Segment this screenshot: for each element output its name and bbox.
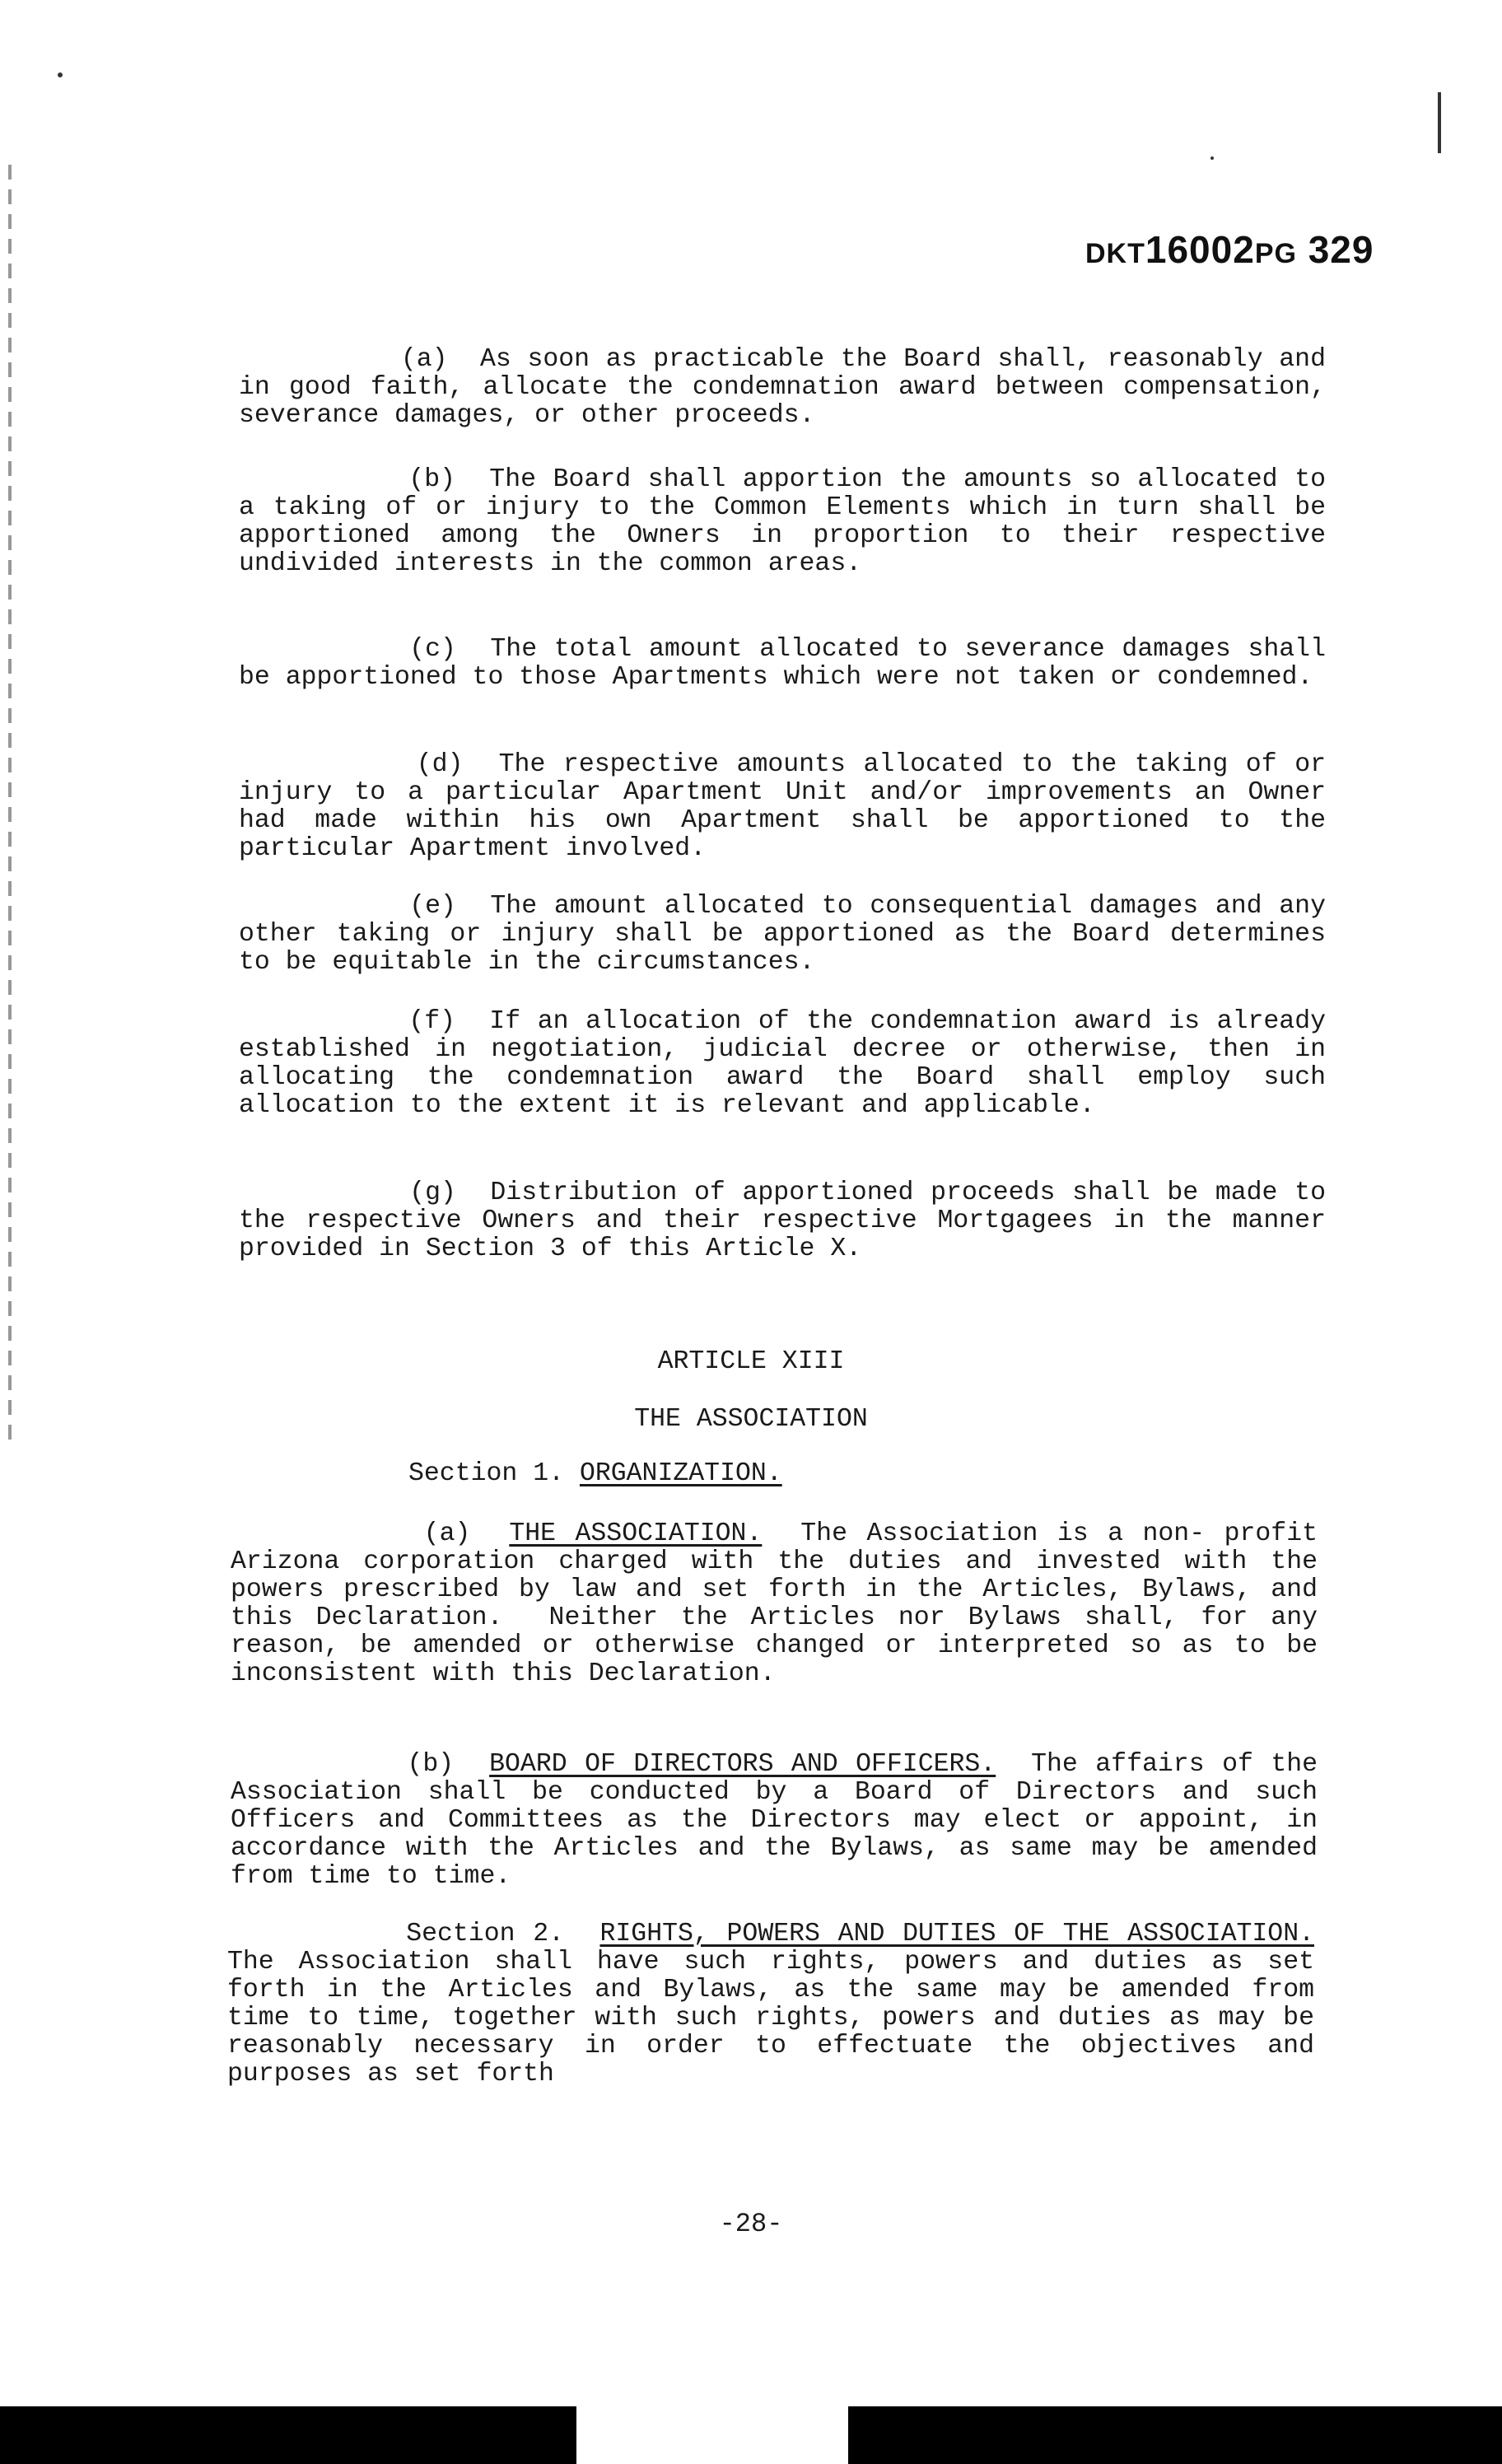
article-title: THE ASSOCIATION <box>634 1405 868 1434</box>
paragraph-d: (d) The respective amounts allocated to the taking of or injury to a particular Apartment Unit and/or improvements an Owner had made within his own Apartment shall be apportioned to the particular Apartment involved. <box>239 750 1341 863</box>
page-label: PG <box>1254 238 1297 269</box>
subsection-a-label: (a) <box>423 1519 471 1548</box>
scan-bottom-gap <box>576 2406 848 2464</box>
section-1-label: Section 1. <box>408 1459 565 1488</box>
paragraph-f: (f) If an allocation of the condemnation award is already established in negotiation, judicial decree or otherwise, then in allocating the condemnation award the Board shall employ such allocation to the extent it is relevant and applicable. <box>239 1007 1341 1120</box>
subsection-b-text-head: The affairs <box>996 1750 1205 1779</box>
subsection-a-text: profit Arizona corporation charged with the duties and invested with the powers prescribed by law and set forth in the Articles, Bylaws, and this Declaration. Neither the Articles nor Bylaws shall, for any reason, be amended or otherwise changed or interpreted so as to be inconsistent with this Declaration. <box>231 1519 1333 1688</box>
section-2-text: The Association shall have such rights, powers and duties as set forth in the Articles and Bylaws, as the same may be amended from time to time, together with such rights, powers and duties as may be reasonably necessary in order to effectuate the objectives and purposes as set forth <box>227 1920 1346 2088</box>
subsection-b <box>231 1750 1333 1891</box>
section-2 <box>227 1920 1346 2088</box>
scan-edge-mark <box>1438 92 1441 153</box>
section-2-title: RIGHTS, POWERS AND DUTIES OF THE ASSOCIATION. <box>599 1920 1315 1948</box>
docket-prefix: DKT <box>1085 238 1145 269</box>
docket-page-number: 329 <box>1308 228 1374 271</box>
subsection-b-text: of the Association shall be conducted by a Board of Directors and such Officers and Committees as the Directors may elect or appoint, in accordance with the Articles and the Bylaws, as same may be amended from time to time. <box>231 1750 1333 1891</box>
subsection-a-title: THE ASSOCIATION. <box>509 1519 763 1548</box>
paragraph-b: (b) The Board shall apportion the amounts so allocated to a taking of or injury to the Common Elements which in turn shall be apportioned among the Owners in proportion to their respective undivided interests in the common areas. <box>239 465 1341 578</box>
page-number: -28- <box>719 2209 783 2239</box>
subsection-b-label: (b) <box>407 1750 455 1779</box>
article-heading: ARTICLE XIII <box>657 1347 845 1376</box>
subsection-a-text-head: The Association is a non- <box>762 1519 1206 1548</box>
paragraph-a: (a) As soon as practicable the Board shall, reasonably and in good faith, allocate the condemnation award between compensation, severance damages, or other proceeds. <box>239 345 1341 430</box>
section-1-title: ORGANIZATION. <box>579 1459 782 1488</box>
scan-edge-artifact <box>8 165 12 1441</box>
subsection-a <box>231 1519 1333 1688</box>
subsection-b-title: BOARD OF DIRECTORS AND OFFICERS. <box>489 1750 996 1779</box>
document-reference-stamp <box>1085 227 1374 272</box>
paragraph-c: (c) The total amount allocated to severance damages shall be apportioned to those Apartments which were not taken or condemned. <box>239 635 1341 692</box>
scan-speck <box>1210 156 1214 160</box>
scan-speck <box>58 72 63 77</box>
section-2-label: Section 2. <box>406 1920 565 1948</box>
section-1-heading <box>408 1459 782 1488</box>
paragraph-g: (g) Distribution of apportioned proceeds shall be made to the respective Owners and their respective Mortgagees in the manner provided in Section 3 of this Article X. <box>239 1178 1341 1263</box>
paragraph-e: (e) The amount allocated to consequential damages and any other taking or injury shall be apportioned as the Board determines to be equitable in the circumstances. <box>239 892 1341 977</box>
docket-number: 16002 <box>1145 228 1255 271</box>
